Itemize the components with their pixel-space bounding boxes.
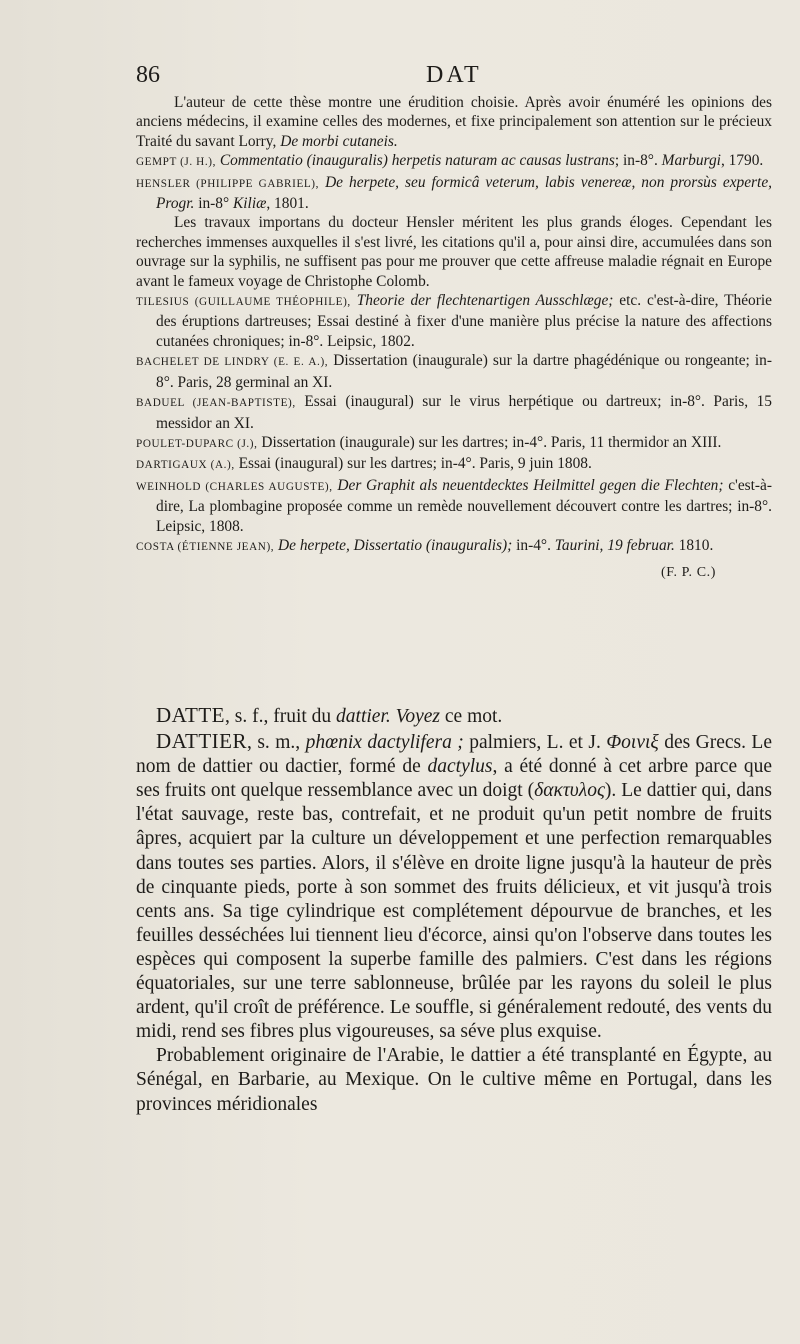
biblio-entry-gempt: GEMPT (J. H.), Commentatio (inauguralis) herpetis naturam ac causas lustrans; in-8°. Marburgi, 1790. <box>136 152 764 170</box>
dictionary-article <box>136 703 772 1117</box>
latin-name: phœnix dactylifera ; <box>305 732 464 754</box>
biblio-entry-baduel: BADUEL (JEAN-BAPTISTE), Essai (inaugural) sur le virus herpétique ou dartreux; in-8°. Paris, 15 messidor an XI. <box>136 393 772 432</box>
greek-word: Φοινιξ <box>606 732 659 754</box>
biblio-entry-tilesius: TILESIUS (GUILLAUME THÉOPHILE), Theorie der flechtenartigen Ausschlæge; etc. c'est-à-dire, Théorie des éruptions dartreuses; Essai destiné à fixer d'une manière plus précise la nature des affections cutanées chroniques; in-8°. Leipsic, 1802. <box>136 292 772 350</box>
bibliography-section <box>136 93 772 583</box>
page-number: 86 <box>136 62 160 88</box>
entry-title: Commentatio (inauguralis) herpetis naturam ac causas lustrans <box>219 152 615 170</box>
biblio-entry-bachelet: BACHELET DE LINDRY (E. E. A.), Dissertation (inaugurale) sur la dartre phagédénique ou rongeante; in-8°. Paris, 28 germinal an XI. <box>136 352 772 391</box>
entry-dattier: DATTIER, s. m., phœnix dactylifera ; palmiers, L. et J. Φοινιξ des Grecs. Le nom de dattier ou dactier, formé de dactylus, a été donné à cet arbre parce que ses fruits ont quelque ressemblance avec un doigt (δακτυλος). Le dattier qui, dans l'état sauvage, reste bas, contrefait, et ne produit qu'un petit nombre de fruits âpres, acquiert par la culture un développement et une perfection remarquables dans toutes ses parties. Alors, il s'élève en droite ligne jusqu'à la hauteur de près de cinquante pieds, porte à son sommet des fruits délicieux, et vit jusqu'à trois cents ans. Sa tige cylindrique est complétement dépourvue de branches, et les feuilles desséchées lui tiennent lieu d'écorce, ainsi qu'on l'observe dans toutes les espèces qui composent la superbe famille des palmiers. C'est dans les régions équatoriales, sur une terre sablonneuse, brûlée par les rayons du soleil le plus ardent, qu'il croît de préférence. Le souffle, si généralement redouté, des vents du midi, rend ses fibres plus vigoureuses, sa séve plus exquise. <box>136 729 773 1043</box>
intro-paragraph: L'auteur de cette thèse montre une érudition choisie. Après avoir énuméré les opinions des anciens médecins, il examine celles des modernes, et fixe principalement son attention sur le précieux Traité du savant Lorry, De morbi cutaneis. <box>136 94 772 150</box>
headword-dattier: DATTIER <box>156 729 247 754</box>
dattier-paragraph-2: Probablement originaire de l'Arabie, le dattier a été transplanté en Égypte, au Sénégal, en Barbarie, au Mexique. On le cultive même en Portugal, dans les provinces méridionales <box>136 1045 772 1115</box>
biblio-entry-hensler: HENSLER (PHILIPPE GABRIEL), De herpete, seu formicâ veterum, labis venereæ, non prorsùs experte, Progr. in-8° Kiliæ, 1801. <box>136 173 773 213</box>
entry-title: De herpete, seu formicâ veterum, labis venereæ, non prorsùs experte, Progr. <box>156 173 773 213</box>
headword-datte: DATTE <box>156 703 225 727</box>
biblio-entry-dartigaux: DARTIGAUX (A.), Essai (inaugural) sur les dartres; in-4°. Paris, 9 juin 1808. <box>136 455 592 473</box>
hensler-comment: Les travaux importans du docteur Hensler méritent les plus grands éloges. Cependant les recherches immenses auxquelles il s'est livré, les citations qu'il a, pour ainsi dire, accumulées dans son ouvrage sur la syphilis, ne suffisent pas pour me prouver que cette affreuse maladie régnait en Europe avant le fameux voyage de Christophe Colomb. <box>136 214 772 290</box>
biblio-entry-poulet: POULET-DUPARC (J.), Dissertation (inaugurale) sur les dartres; in-4°. Paris, 11 thermidor an XIII. <box>136 433 722 451</box>
intro-title: De morbi cutaneis. <box>280 132 398 150</box>
entry-author: GEMPT (J. H.), <box>136 156 216 169</box>
entry-datte: DATTE, s. f., fruit du dattier. Voyez ce mot. <box>156 703 503 727</box>
biblio-entry-costa: COSTA (ÉTIENNE JEAN), De herpete, Dissertatio (inauguralis); in-4°. Taurini, 19 februar. 1810. <box>136 536 714 554</box>
entry-author: HENSLER (PHILIPPE GABRIEL), <box>136 177 320 190</box>
running-head: DAT <box>426 62 482 88</box>
page-header <box>136 62 760 92</box>
biblio-entry-weinhold: WEINHOLD (CHARLES AUGUSTE), Der Graphit als neuentdecktes Heilmittel gegen die Flechten; c'est-à-dire, La plombagine proposée comme un remède nouvellement découvert contre les dartres; in-8°. Leipsic, 1808. <box>136 476 772 535</box>
author-signature: (F. P. C.) <box>660 565 716 581</box>
greek-word-2: δακτυλος <box>534 780 605 802</box>
